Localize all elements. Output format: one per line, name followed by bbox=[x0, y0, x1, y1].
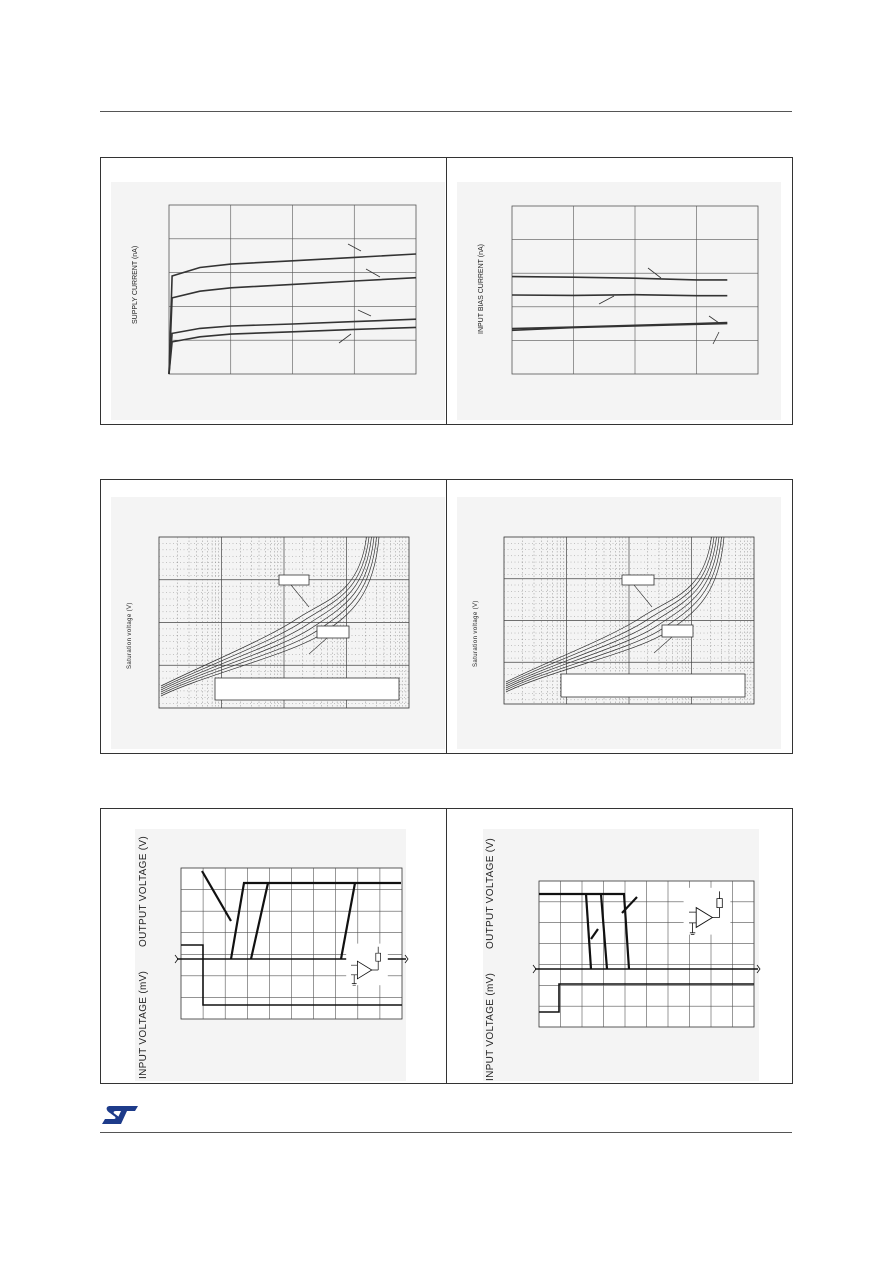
saturation-right-chart bbox=[447, 480, 792, 753]
panel-input-bias bbox=[446, 157, 793, 425]
response-right-chart bbox=[447, 809, 792, 1083]
response-left-chart bbox=[101, 809, 446, 1083]
response-right-ylabel-top: OUTPUT VOLTAGE (V) bbox=[485, 838, 496, 949]
panel-saturation-left bbox=[100, 479, 447, 754]
supply-current-chart bbox=[101, 158, 446, 424]
plot-background bbox=[111, 182, 445, 420]
saturation-right-ylabel: Saturation voltage (V) bbox=[473, 600, 479, 667]
panel-supply-current bbox=[100, 157, 447, 425]
supply-current-ylabel: SUPPLY CURRENT (nA) bbox=[132, 245, 139, 324]
response-right-ylabel-bottom: INPUT VOLTAGE (mV) bbox=[485, 972, 496, 1081]
response-plot bbox=[533, 881, 760, 1027]
circuit-background bbox=[346, 944, 388, 986]
input-bias-chart bbox=[447, 158, 792, 424]
footer-rule bbox=[100, 1132, 792, 1133]
panel-saturation-right bbox=[446, 479, 793, 754]
response-left-ylabel-bottom: INPUT VOLTAGE (mV) bbox=[138, 970, 149, 1079]
plot-background bbox=[457, 182, 781, 420]
circuit-background bbox=[684, 888, 731, 935]
saturation-left-chart bbox=[101, 480, 446, 753]
test-circuit-schematic bbox=[346, 944, 388, 986]
plot-background bbox=[111, 497, 445, 749]
input-bias-ylabel: INPUT BIAS CURRENT (nA) bbox=[478, 244, 485, 334]
test-circuit-schematic bbox=[684, 888, 731, 935]
panel-response-left bbox=[100, 808, 447, 1084]
plot-background bbox=[457, 497, 781, 749]
saturation-left-ylabel: Saturation voltage (V) bbox=[127, 602, 133, 669]
curve-label-box-bottom bbox=[317, 626, 349, 638]
curve-label-box-top bbox=[622, 575, 654, 585]
response-left-ylabel-top: OUTPUT VOLTAGE (V) bbox=[138, 836, 149, 947]
st-logo bbox=[100, 1104, 140, 1126]
curve-label-box-top bbox=[279, 575, 309, 585]
conditions-box bbox=[215, 678, 399, 700]
response-plot bbox=[175, 868, 408, 1019]
header-rule bbox=[100, 111, 792, 112]
curve-label-box-bottom bbox=[662, 625, 693, 637]
conditions-box bbox=[561, 674, 745, 697]
panel-response-right bbox=[446, 808, 793, 1084]
